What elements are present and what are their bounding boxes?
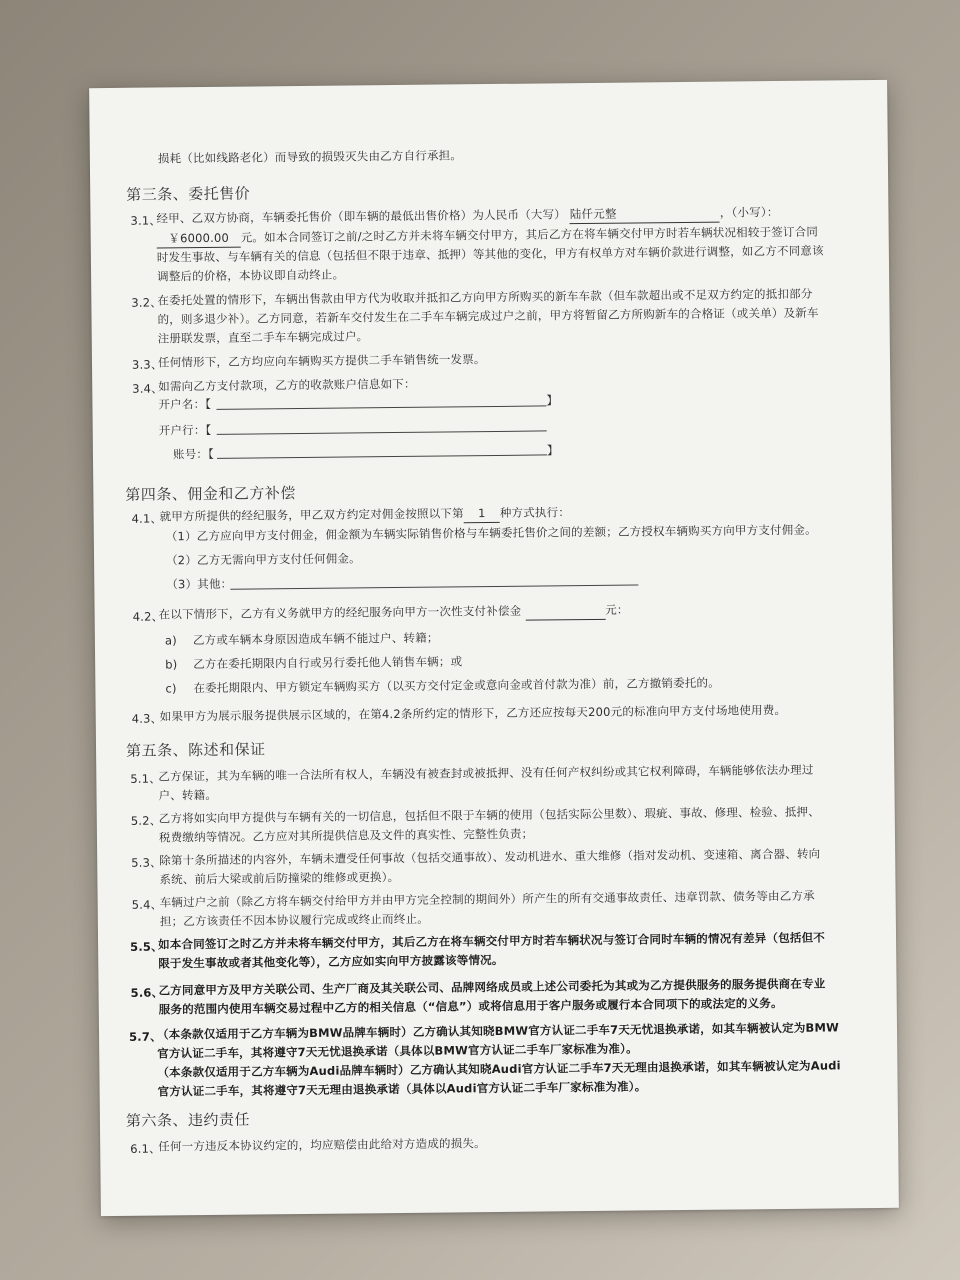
clause-5-7-line-2: 官方认证二手车，其将遵守7天无忧退换承诺（具体以BMW官方认证二手车厂家标准为准）。 (157, 1041, 638, 1061)
commission-option-field: 1 (464, 504, 500, 523)
clause-5-4-number: 5.4、 (131, 897, 163, 912)
clause-5-5-line-1: 如本合同签订之时乙方并未将车辆交付甲方，其后乙方在将车辆交付甲方时若车辆状况与签订合同时车辆的情况有差异（包括但不 (158, 930, 826, 952)
commission-option-3: （3）其他： (166, 576, 233, 592)
account-name-label: 开户名：【 (158, 396, 212, 412)
top-line: 损耗（比如线路老化）而导致的损毁灭失由乙方自行承担。 (157, 148, 463, 166)
commission-other-line (230, 584, 638, 589)
item-c-text: 在委托期限内、甲方锁定车辆购买方（以买方交付定金或意向金或首付款为准）前，乙方撤销委托的。 (193, 675, 720, 696)
account-bank-line (217, 430, 547, 434)
clause-5-5-line-2: 限于发生事故或者其他变化等），乙方应如实向甲方披露该等情况。 (158, 952, 504, 971)
clause-3-1-line-5: 调整后的价格，本协议即自动终止。 (157, 267, 345, 284)
clause-5-2-line-1: 乙方将如实向甲方提供与车辆有关的一切信息，包括但不限于车辆的使用（包括实际公里数）、瑕疵、事故、修理、检验、抵押、 (158, 804, 820, 826)
compensation-amount-field (525, 601, 605, 621)
account-name-line (216, 405, 546, 409)
clause-3-2-number: 3.2、 (131, 295, 163, 310)
clause-5-2-line-2: 税费缴纳等情况。乙方应对其所提供信息及文件的真实性、完整性负责； (158, 826, 534, 845)
clause-5-1-line-1: 乙方保证，其为车辆的唯一合法所有权人，车辆没有被查封或被抵押、没有任何产权纠纷或其它权利障碍，车辆能够依法办理过 (158, 762, 814, 784)
account-number-line (217, 454, 547, 458)
clause-5-3-number: 5.3、 (131, 855, 162, 870)
account-number-close-bracket: 】 (546, 443, 559, 458)
clause-4-1-number: 4.1、 (131, 511, 163, 526)
clause-5-4-line-2: 担；乙方该责任不因本协议履行完成或终止而终止。 (159, 911, 430, 929)
clause-5-5-number: 5.5、 (130, 939, 163, 954)
clause-5-4-line-1: 车辆过户之前（除乙方将车辆交付给甲方并由甲方完全控制的期间外）所产生的所有交通事故责任、违章罚款、债务等由乙方承 (159, 888, 815, 910)
clause-4-3-text: 如果甲方为展示服务提供展示区域的，在第4.2条所约定的情形下，乙方还应按每天200元的标准向甲方支付场地使用费。 (159, 702, 787, 724)
clause-5-6-line-2: 服务的范围内使用车辆交易过程中乙方的相关信息（“信息”）或将信息用于客户服务或履行本合同项下的或法定的义务。 (158, 995, 783, 1017)
clause-3-2-line-3: 注册联发票，直至二手车车辆完成过户。 (157, 329, 369, 346)
clause-3-1-line-3: 元。如本合同签订之前/之时乙方并未将车辆交付甲方，其后乙方在将车辆交付甲方时若车辆状况相较于签订合同 (240, 224, 819, 245)
section-4-heading: 第四条、佣金和乙方补偿 (125, 484, 296, 504)
price-intro: 经甲、乙双方协商，车辆委托售价（即车辆的最低出售价格）为人民币（大写） (156, 207, 567, 226)
clause-3-2-line-2: 的，则多退少补）。乙方同意，若新车交付发生在二手车车辆完成过户之前，甲方将暂留乙方所购新车的合格证（或关单）及新车 (157, 305, 819, 327)
item-c-label: c) (165, 681, 177, 696)
clause-5-1-number: 5.1、 (130, 771, 162, 786)
clause-3-1-number: 3.1、 (130, 213, 162, 228)
clause-5-3-line-2: 系统、前后大梁或前后防撞梁的维修或更换）。 (159, 870, 400, 887)
commission-intro-end: 种方式执行： (499, 505, 571, 520)
commission-option-2: （2）乙方无需向甲方支付任何佣金。 (165, 551, 361, 568)
clause-5-7-line-4: 官方认证二手车，其将遵守7天无理由退换承诺（具体以Audi官方认证二手车厂家标准为准）。 (157, 1079, 647, 1099)
section-5-heading: 第五条、陈述和保证 (125, 740, 266, 760)
price-lowercase-field: ￥6000.00 (157, 229, 241, 249)
price-lowercase-label: ，（小写）： (719, 204, 779, 220)
clause-5-7-line-1: （本条款仅适用于乙方车辆为BMW品牌车辆时）乙方确认其知晓BMW官方认证二手车7天无忧退换承诺，如其车辆被认定为BMW (156, 1020, 840, 1042)
clause-5-3-line-1: 除第十条所描述的内容外，车辆未遭受任何事故（包括交通事故）、发动机进水、重大维修（指对发动机、变速箱、离合器、转向 (159, 846, 821, 868)
clause-3-3-text: 任何情形下，乙方均应向车辆购买方提供二手车销售统一发票。 (157, 352, 486, 370)
item-b-text: 乙方在委托期限内自行或另行委托他人销售车辆；或 (193, 654, 463, 672)
contract-page (89, 80, 899, 1216)
compensation-intro: 在以下情形下，乙方有义务就甲方的经纪服务向甲方一次性支付补偿金 (158, 603, 522, 622)
clause-5-7-line-3: （本条款仅适用于乙方车辆为Audi品牌车辆时）乙方确认其知晓Audi官方认证二手车7天无理由退换承诺，如其车辆被认定为Audi (157, 1058, 841, 1080)
account-bank-label: 开户行：【 (158, 422, 212, 438)
clause-5-6-number: 5.6、 (130, 985, 164, 1000)
item-a-text: 乙方或车辆本身原因造成车辆不能过户、转籍； (192, 630, 439, 648)
account-name-close-bracket: 】 (546, 393, 559, 408)
clause-4-3-number: 4.3、 (131, 711, 163, 726)
item-b-label: b) (165, 657, 178, 672)
clause-5-7-number: 5.7、 (128, 1029, 162, 1044)
commission-option-1: （1）乙方应向甲方支付佣金，佣金额为车辆实际销售价格与车辆委托售价之间的差额；乙方授权车辆购买方向甲方支付佣金。 (165, 522, 817, 544)
section-3-heading: 第三条、委托售价 (126, 184, 251, 204)
clause-3-4-number: 3.4、 (132, 381, 163, 396)
clause-4-2-text (159, 601, 629, 625)
account-number-label: 账号：【 (172, 446, 215, 462)
section-6-heading: 第六条、违约责任 (125, 1110, 251, 1130)
compensation-unit: 元： (605, 602, 629, 617)
clause-5-2-number: 5.2、 (130, 813, 162, 828)
clause-5-1-line-2: 户、转籍。 (158, 787, 218, 803)
clause-3-3-number: 3.3、 (131, 357, 163, 372)
clause-6-1-number: 6.1、 (130, 1141, 161, 1156)
clause-3-4-text: 如需向乙方支付款项，乙方的收款账户信息如下： (158, 376, 416, 394)
clause-5-6-line-1: 乙方同意甲方及甲方关联公司、生产厂商及其关联公司、品牌网络成员或上述公司委托为其或为乙方提供服务的服务提供商在专业 (158, 976, 826, 998)
clause-6-1-text: 任何一方违反本协议约定的，均应赔偿由此给对方造成的损失。 (158, 1136, 486, 1154)
commission-intro: 就甲方所提供的经纪服务，甲乙双方约定对佣金按照以下第 (159, 506, 464, 524)
item-a-label: a) (164, 633, 177, 648)
price-uppercase-field: 陆仟元整 (570, 204, 720, 225)
clause-3-2-line-1: 在委托处置的情形下，车辆出售款由甲方代为收取并抵扣乙方向甲方所购买的新车车款（但车款超出或不足双方约定的抵扣部分 (157, 286, 813, 308)
clause-3-1-line-4: 时发生事故、与车辆有关的信息（包括但不限于违章、抵押）等其他的变化，甲方有权单方对车辆价款进行调整，如乙方不同意该 (156, 243, 824, 265)
clause-4-2-number: 4.2、 (132, 609, 164, 624)
